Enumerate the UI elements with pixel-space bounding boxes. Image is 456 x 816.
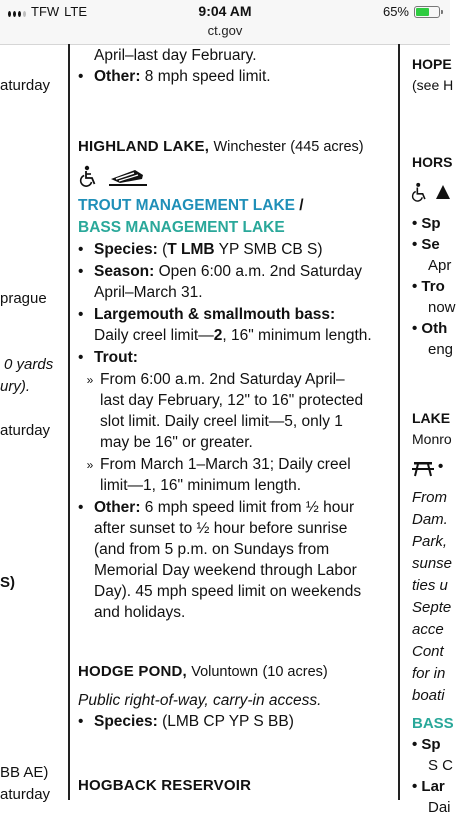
species-label: Species:: [94, 241, 158, 258]
other-label: Other:: [94, 68, 141, 85]
management-label-trout: [78, 195, 304, 216]
column-divider: [398, 44, 400, 800]
right-fragment: boati: [412, 687, 445, 704]
other-line: after sunset to ½ hour before sunrise: [94, 520, 348, 537]
right-fragment: BASS: [412, 715, 454, 732]
other-item: • Other: 6 mph speed limit from ½ hour: [78, 499, 355, 516]
right-column: [408, 44, 456, 816]
main-column: [78, 44, 390, 800]
right-fragment: acce: [412, 621, 444, 638]
right-fragment: ties u: [412, 577, 448, 594]
left-fragment: prague: [0, 290, 47, 307]
right-text: Se: [421, 236, 440, 253]
browser-chrome: [0, 0, 450, 45]
trout2-line: limit—1, 16" minimum length.: [100, 477, 302, 494]
access-note: Public right-of-way, carry-in access.: [78, 692, 322, 709]
trout-management-label: TROUT MANAGEMENT LAKE: [78, 197, 295, 214]
left-fragment: aturday: [0, 77, 51, 94]
trout-subitem: » From March 1–March 31; Daily creel: [86, 456, 351, 473]
bass-text-a: Daily creel limit—: [94, 327, 214, 344]
bass-text-c: , 16" minimum length.: [222, 327, 372, 344]
lake-town: Voluntown: [191, 664, 259, 680]
lake-acres: (445 acres): [290, 139, 364, 155]
bass-label: Largemouth & smallmouth bass:: [94, 306, 336, 323]
species-label: Species:: [94, 713, 158, 730]
column-divider: [68, 44, 70, 800]
trout1-line: slot limit. Daily creel limit—5, only 1: [100, 413, 343, 430]
right-text: Sp: [421, 736, 441, 753]
right-fragment: for in: [412, 665, 446, 682]
bass-management-label: BASS MANAGEMENT LAKE: [78, 219, 285, 236]
lake-heading-hodge: [78, 661, 328, 683]
right-fragment: Septe: [412, 599, 452, 616]
right-fragment: HORS: [412, 154, 453, 170]
right-text: Oth: [421, 320, 448, 337]
right-fragment: From: [412, 489, 447, 506]
label-separator: /: [295, 197, 304, 214]
right-fragment: • Lar: [412, 778, 445, 795]
right-fragment: (see H: [412, 77, 454, 93]
lake-heading-highland: [78, 136, 364, 158]
right-fragment: Dai: [428, 799, 451, 816]
carrier-label: TFW: [31, 4, 60, 19]
species-text: (LMB CP YP S BB): [157, 713, 294, 730]
right-fragment: Monro: [412, 431, 452, 447]
other-line: Memorial Day weekend through Labor: [94, 562, 357, 579]
trout-item: • Trout:: [78, 349, 138, 366]
species-open: (: [157, 241, 168, 258]
other-label: Other:: [94, 499, 141, 516]
address-bar[interactable]: ct.gov: [207, 23, 243, 38]
continuation-other: • Other: 8 mph speed limit.: [78, 68, 271, 85]
season-item: • Season: Open 6:00 a.m. 2nd Saturday: [78, 263, 362, 280]
trout-label: Trout:: [94, 349, 138, 366]
lake-name: HODGE POND,: [78, 663, 187, 680]
other-line: (and from 5 p.m. on Sundays from: [94, 541, 330, 558]
right-fragment: • Se: [412, 236, 440, 253]
left-fragment: S): [0, 574, 15, 591]
right-text: Lar: [421, 778, 445, 795]
lake-name: HIGHLAND LAKE,: [78, 138, 210, 155]
right-fragment: Apr: [428, 257, 452, 274]
lake-acres: (10 acres): [262, 664, 328, 680]
battery-fill: [416, 8, 429, 16]
bass-text: [94, 325, 372, 346]
boat-launch-icon: [108, 167, 148, 192]
bass-item: • Largemouth & smallmouth bass:: [78, 306, 336, 323]
right-fragment: eng: [428, 341, 454, 358]
species-rest: YP SMB CB S): [214, 241, 323, 258]
lake-heading-hogback: [78, 775, 251, 796]
status-right: [383, 4, 440, 19]
battery-percent: 65%: [382, 4, 409, 19]
left-fragment: aturday: [0, 786, 51, 803]
left-fragment: 0 yards: [4, 356, 54, 373]
trout1-line: last day February, 12" to 16" protected: [100, 392, 364, 409]
left-fragment: aturday: [0, 422, 51, 439]
left-fragment: BB AE): [0, 764, 49, 781]
other-line: Day). 45 mph speed limit on weekends: [94, 583, 362, 600]
right-fragment: • Sp: [412, 736, 441, 753]
right-fragment: HOPE: [412, 56, 452, 72]
right-fragment: LAKE: [412, 410, 451, 426]
right-fragment: sunse: [412, 555, 453, 572]
species-item: • Species: (LMB CP YP S BB): [78, 713, 294, 730]
bass-text-b: 2: [213, 327, 223, 344]
right-fragment: Dam.: [412, 511, 448, 528]
right-fragment: Park,: [412, 533, 448, 550]
right-fragment: Cont: [412, 643, 444, 660]
species-bold: T LMB: [167, 241, 215, 258]
right-fragment: • Oth: [412, 320, 448, 337]
trout1-line: may be 16" or greater.: [100, 434, 253, 451]
wheelchair-icon: [412, 182, 428, 207]
status-time: 9:04 AM: [198, 3, 252, 19]
left-column: [0, 44, 66, 803]
lake-town: Winchester: [213, 139, 286, 155]
season-text: Open 6:00 a.m. 2nd Saturday: [154, 263, 362, 280]
other-line: and holidays.: [94, 604, 186, 621]
lake-name: HOGBACK RESERVOIR: [78, 777, 252, 794]
species-item: • Species: (T LMB YP SMB CB S): [78, 241, 323, 258]
management-label-bass: [78, 217, 285, 238]
other-line: 6 mph speed limit from ½ hour: [140, 499, 355, 516]
network-label: LTE: [64, 4, 88, 19]
trout2-line: From March 1–March 31; Daily creel: [100, 456, 351, 473]
triangle-icon: [436, 184, 450, 205]
season-text-cont: April–March 31.: [94, 284, 203, 301]
trout-subitem: » From 6:00 a.m. 2nd Saturday April–: [86, 371, 345, 388]
right-fragment: • Tro: [412, 278, 445, 295]
continuation-text: April–last day February.: [94, 47, 257, 64]
wheelchair-icon: [80, 165, 98, 192]
right-text: Sp: [421, 215, 441, 232]
right-fragment: now: [428, 299, 456, 316]
right-fragment: S C: [428, 757, 454, 774]
picnic-table-icon: [412, 461, 434, 482]
season-label: Season:: [94, 263, 155, 280]
right-fragment: • Sp: [412, 215, 441, 232]
battery-icon: [414, 6, 440, 18]
right-text: Tro: [421, 278, 445, 295]
other-text: 8 mph speed limit.: [140, 68, 271, 85]
trout1-line: From 6:00 a.m. 2nd Saturday April–: [100, 371, 345, 388]
left-fragment: ury).: [0, 378, 30, 395]
right-fragment: •: [438, 458, 444, 475]
